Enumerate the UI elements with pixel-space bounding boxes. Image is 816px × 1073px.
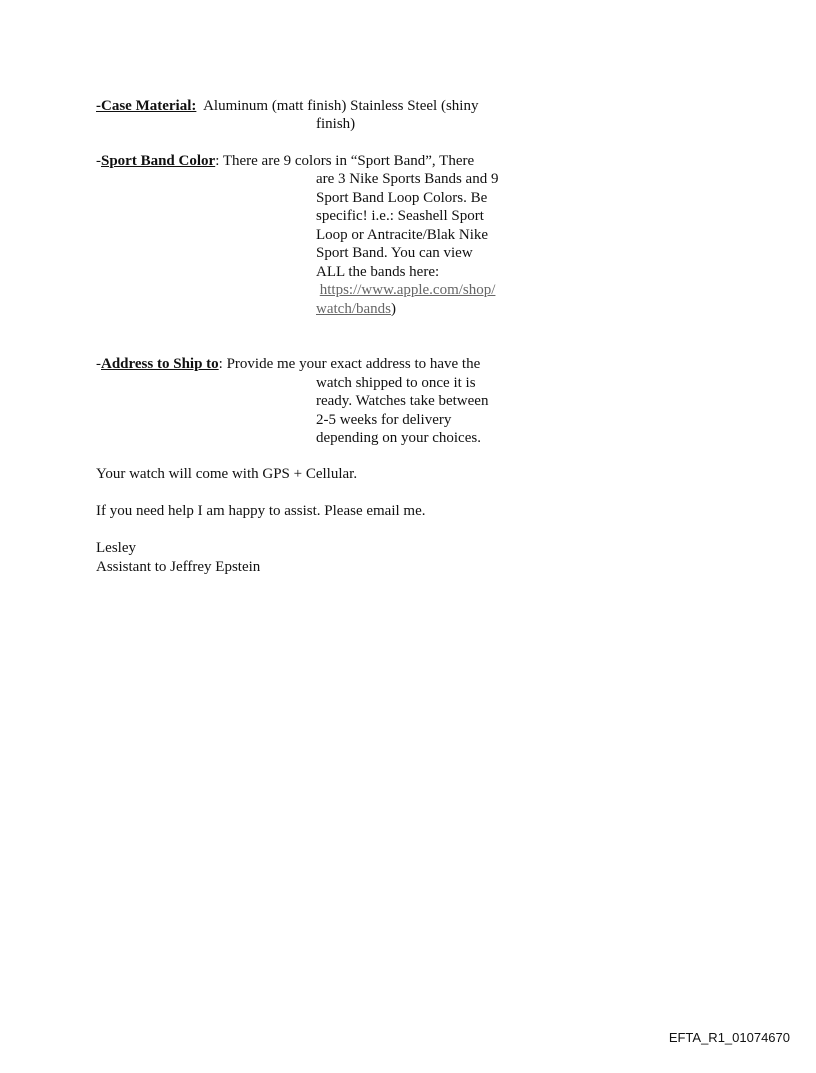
address-label: Address to Ship to xyxy=(101,356,219,372)
gps-note: Your watch will come with GPS + Cellular. xyxy=(96,466,358,482)
apple-bands-link[interactable]: watch/bands xyxy=(316,300,391,317)
sport-band-text-cont: Loop or Antracite/Blak Nike xyxy=(316,226,489,243)
address-prefix: - xyxy=(96,356,101,372)
apple-bands-link-line xyxy=(316,281,495,300)
case-material-line xyxy=(96,97,478,116)
address-text-cont: depending on your choices. xyxy=(316,430,481,446)
signature-title: Assistant to Jeffrey Epstein xyxy=(96,558,261,575)
sport-band-text-cont: Sport Band Loop Colors. Be xyxy=(316,189,488,206)
case-material-text-cont: finish) xyxy=(316,116,356,132)
apple-bands-link-line xyxy=(316,300,396,319)
signature-name: Lesley xyxy=(96,540,136,556)
sport-band-text-cont: ALL the bands here: xyxy=(316,263,440,280)
sport-band-label: Sport Band Color xyxy=(101,153,216,169)
address-text: : Provide me your exact address to have the xyxy=(218,356,481,372)
bates-number: EFTA_R1_01074670 xyxy=(668,1030,790,1045)
case-material-text: Aluminum (matt finish) Stainless Steel (shiny xyxy=(203,98,479,114)
sport-band-line xyxy=(96,152,474,171)
sport-band-text: : There are 9 colors in “Sport Band”, There xyxy=(215,153,475,169)
sport-band-text-cont: are 3 Nike Sports Bands and 9 xyxy=(316,171,499,187)
case-material-label: -Case Material: xyxy=(96,98,197,114)
help-note: If you need help I am happy to assist. Please email me. xyxy=(96,503,426,519)
address-text-cont: ready. Watches take between xyxy=(316,393,489,409)
sport-band-text-cont: Sport Band. You can view xyxy=(316,245,473,261)
address-text-cont: 2-5 weeks for delivery xyxy=(316,411,452,428)
address-text-cont: watch shipped to once it is xyxy=(316,374,476,391)
sport-band-prefix: - xyxy=(96,153,101,169)
apple-bands-link[interactable]: https://www.apple.com/shop/ xyxy=(319,282,496,298)
link-suffix: ) xyxy=(390,300,396,317)
sport-band-text-cont: specific! i.e.: Seashell Sport xyxy=(316,208,484,224)
address-line xyxy=(96,355,480,374)
